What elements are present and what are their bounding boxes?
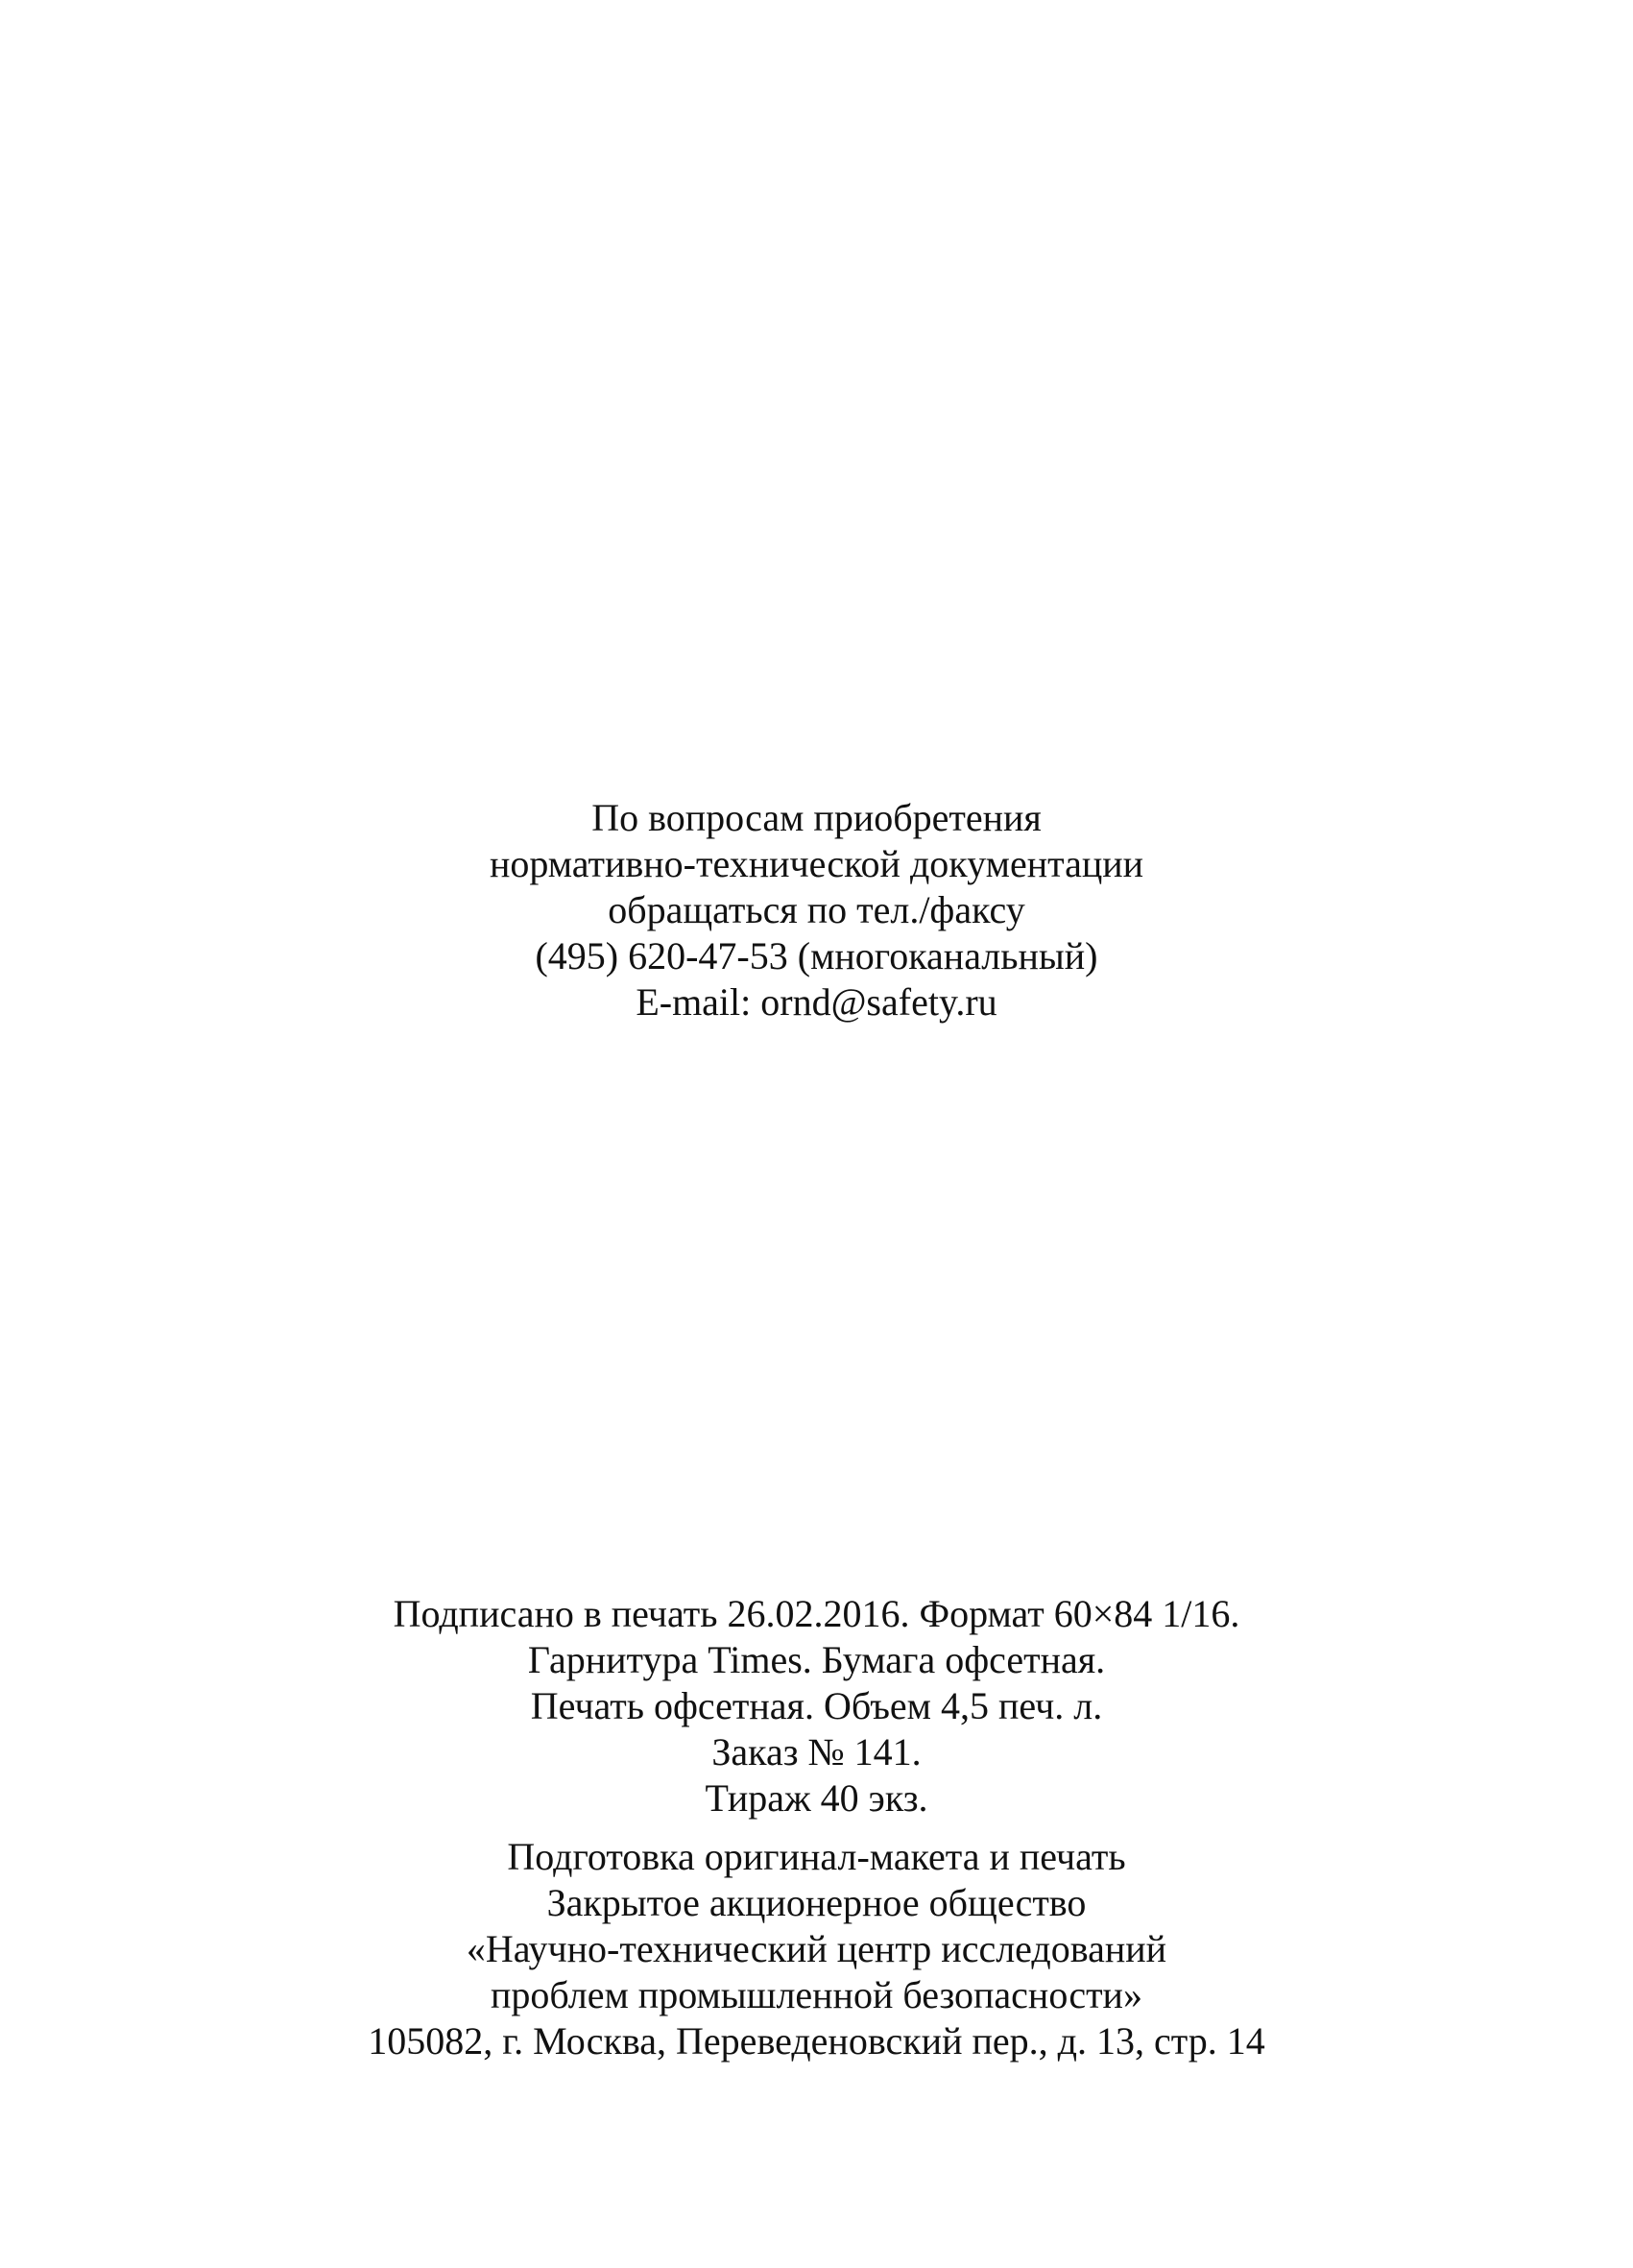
imprint-line-typeface: Гарнитура Times. Бумага офсетная. (527, 1638, 1106, 1681)
contact-line-docs: нормативно-технической документации (489, 842, 1144, 885)
printer-line-company-name-1: «Научно-технический центр исследований (466, 1927, 1167, 1970)
printer-line-address: 105082, г. Москва, Переведеновский пер., д. 13, стр. 14 (368, 2019, 1265, 2063)
contact-info-block (0, 795, 1633, 1025)
contact-line-phone: (495) 620-47-53 (многоканальный) (535, 934, 1098, 977)
imprint-block (0, 1591, 1633, 1822)
imprint-line-signed: Подписано в печать 26.02.2016. Формат 60×84 1/16. (393, 1592, 1240, 1635)
imprint-line-print-volume: Печать офсетная. Объем 4,5 печ. л. (530, 1684, 1103, 1727)
imprint-line-circulation: Тираж 40 экз. (705, 1776, 928, 1820)
printer-line-prep: Подготовка оригинал-макета и печать (507, 1835, 1126, 1878)
contact-line-purchase: По вопросам приобретения (591, 796, 1042, 839)
imprint-line-order: Заказ № 141. (711, 1730, 922, 1773)
printer-line-company-name-2: проблем промышленной безопасности» (491, 1973, 1142, 2016)
printer-block (0, 1834, 1633, 2064)
printer-line-company-type: Закрытое акционерное общество (546, 1881, 1087, 1924)
contact-line-call: обращаться по тел./факсу (608, 888, 1025, 931)
contact-line-email: E-mail: ornd@safety.ru (636, 980, 997, 1024)
